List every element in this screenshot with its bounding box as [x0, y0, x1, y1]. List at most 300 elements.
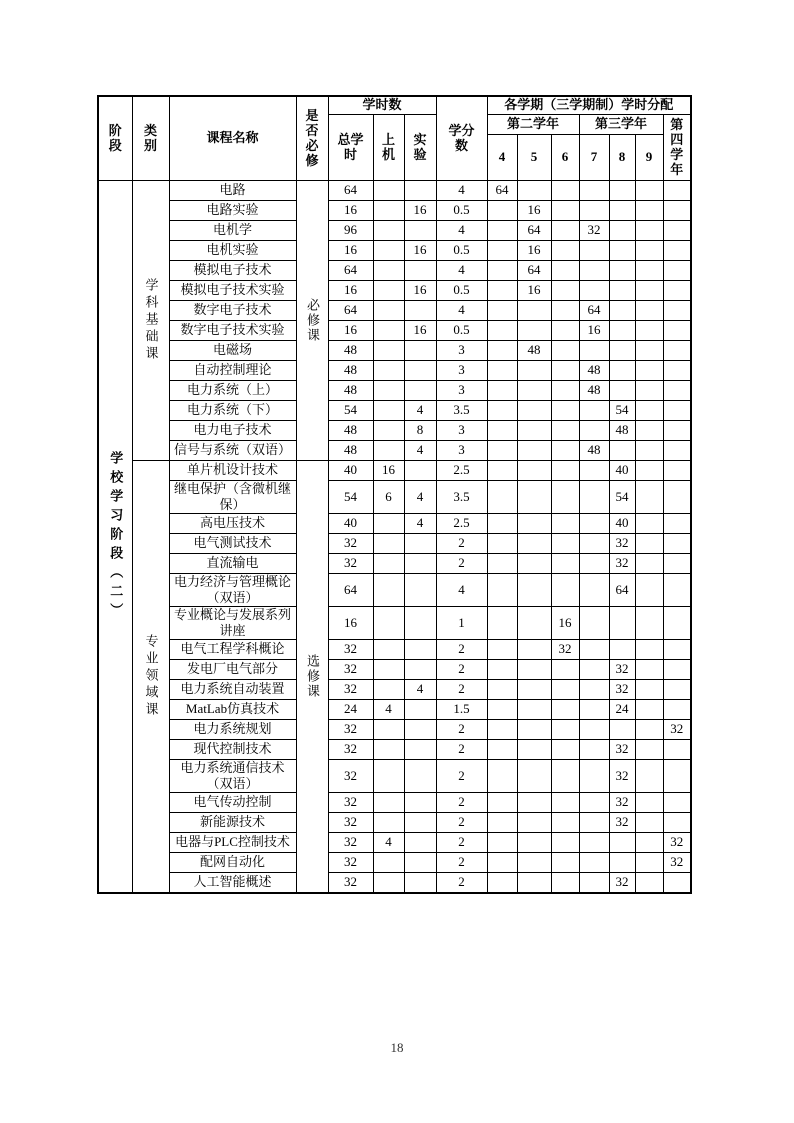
sem-8-cell	[609, 852, 635, 872]
year4-cell	[663, 513, 691, 533]
computer-hours-cell	[373, 320, 404, 340]
sem-7-cell	[579, 480, 609, 513]
lab-hours-cell	[404, 832, 436, 852]
lab-hours-cell: 8	[404, 420, 436, 440]
sem-7-cell: 48	[579, 380, 609, 400]
computer-hours-cell	[373, 220, 404, 240]
header-course-name-label: 课程名称	[206, 130, 259, 146]
sem-9-cell	[635, 759, 663, 792]
sem-6-cell	[551, 460, 579, 480]
computer-hours-cell	[373, 573, 404, 606]
course-row	[98, 360, 691, 380]
sem-5-cell	[517, 380, 551, 400]
total-hours-cell: 48	[328, 380, 373, 400]
sem-7-cell	[579, 852, 609, 872]
lab-hours-cell	[404, 639, 436, 659]
course-row	[98, 380, 691, 400]
course-table-body	[98, 180, 691, 893]
sem-4-cell	[487, 759, 517, 792]
sem-6-cell	[551, 759, 579, 792]
course-name-cell: 电气工程学科概论	[169, 639, 296, 659]
year4-cell	[663, 380, 691, 400]
sem-5-cell	[517, 852, 551, 872]
computer-hours-cell	[373, 200, 404, 220]
course-name-cell: 电机学	[169, 220, 296, 240]
sem-5-cell	[517, 759, 551, 792]
total-hours-cell: 32	[328, 679, 373, 699]
sem-7-cell	[579, 400, 609, 420]
sem-7-cell	[579, 200, 609, 220]
year4-cell	[663, 200, 691, 220]
sem-8-cell: 32	[609, 533, 635, 553]
course-name-cell: MatLab仿真技术	[169, 699, 296, 719]
sem-9-cell	[635, 320, 663, 340]
computer-hours-cell	[373, 553, 404, 573]
sem-9-cell	[635, 460, 663, 480]
sem-8-cell	[609, 380, 635, 400]
sem-5-cell	[517, 639, 551, 659]
credits-cell: 1	[436, 606, 487, 639]
required-cell: 必修课	[296, 180, 328, 460]
header-year4	[663, 114, 691, 180]
lab-hours-cell	[404, 872, 436, 893]
header-sem-9-label: 9	[645, 149, 653, 164]
sem-4-cell	[487, 739, 517, 759]
total-hours-cell: 16	[328, 280, 373, 300]
header-sem-4-label: 4	[498, 149, 506, 164]
total-hours-cell: 32	[328, 832, 373, 852]
header-required-label: 是否必修	[305, 107, 319, 168]
course-row	[98, 260, 691, 280]
sem-6-cell: 32	[551, 639, 579, 659]
credits-cell: 2.5	[436, 460, 487, 480]
lab-hours-cell	[404, 812, 436, 832]
header-credits-label: 学分数	[448, 122, 475, 153]
computer-hours-cell	[373, 360, 404, 380]
total-hours-cell: 32	[328, 759, 373, 792]
lab-hours-cell	[404, 553, 436, 573]
sem-5-cell: 16	[517, 200, 551, 220]
lab-hours-cell	[404, 699, 436, 719]
computer-hours-cell	[373, 380, 404, 400]
sem-7-cell	[579, 699, 609, 719]
sem-8-cell	[609, 832, 635, 852]
header-stage-label: 阶段	[108, 122, 122, 153]
sem-5-cell	[517, 699, 551, 719]
lab-hours-cell	[404, 260, 436, 280]
year4-cell	[663, 400, 691, 420]
course-row	[98, 480, 691, 513]
lab-hours-cell	[404, 220, 436, 240]
sem-7-cell: 32	[579, 220, 609, 240]
lab-hours-cell	[404, 360, 436, 380]
sem-8-cell	[609, 360, 635, 380]
sem-6-cell	[551, 420, 579, 440]
sem-9-cell	[635, 812, 663, 832]
sem-5-cell	[517, 792, 551, 812]
sem-8-cell	[609, 180, 635, 200]
course-row	[98, 659, 691, 679]
total-hours-cell: 32	[328, 659, 373, 679]
sem-8-cell: 32	[609, 792, 635, 812]
sem-5-cell	[517, 533, 551, 553]
sem-8-cell: 54	[609, 400, 635, 420]
sem-6-cell	[551, 872, 579, 893]
sem-6-cell	[551, 792, 579, 812]
course-name-cell: 新能源技术	[169, 812, 296, 832]
credits-cell: 2	[436, 739, 487, 759]
course-row	[98, 699, 691, 719]
sem-5-cell	[517, 832, 551, 852]
year4-cell	[663, 260, 691, 280]
sem-4-cell	[487, 513, 517, 533]
credits-cell: 2	[436, 553, 487, 573]
sem-9-cell	[635, 280, 663, 300]
sem-8-cell	[609, 340, 635, 360]
sem-7-cell	[579, 240, 609, 260]
course-row	[98, 553, 691, 573]
sem-7-cell	[579, 639, 609, 659]
total-hours-cell: 64	[328, 300, 373, 320]
sem-7-cell	[579, 792, 609, 812]
credits-cell: 0.5	[436, 240, 487, 260]
sem-4-cell	[487, 440, 517, 460]
sem-8-cell: 40	[609, 513, 635, 533]
credits-cell: 2	[436, 852, 487, 872]
sem-6-cell	[551, 533, 579, 553]
course-row	[98, 440, 691, 460]
sem-9-cell	[635, 360, 663, 380]
total-hours-cell: 32	[328, 739, 373, 759]
lab-hours-cell	[404, 606, 436, 639]
course-row	[98, 719, 691, 739]
computer-hours-cell	[373, 659, 404, 679]
sem-8-cell	[609, 280, 635, 300]
header-stage	[98, 96, 132, 180]
computer-hours-cell	[373, 639, 404, 659]
sem-6-cell	[551, 812, 579, 832]
header-sem-4	[487, 134, 517, 180]
lab-hours-cell: 16	[404, 280, 436, 300]
sem-8-cell: 32	[609, 812, 635, 832]
sem-8-cell: 64	[609, 573, 635, 606]
year4-cell	[663, 573, 691, 606]
credits-cell: 3	[436, 420, 487, 440]
lab-hours-cell: 16	[404, 320, 436, 340]
computer-hours-cell	[373, 872, 404, 893]
curriculum-table	[97, 95, 692, 894]
sem-8-cell: 48	[609, 420, 635, 440]
year4-cell	[663, 659, 691, 679]
course-row	[98, 300, 691, 320]
sem-5-cell: 64	[517, 220, 551, 240]
sem-9-cell	[635, 480, 663, 513]
total-hours-cell: 24	[328, 699, 373, 719]
lab-hours-cell: 4	[404, 440, 436, 460]
sem-8-cell: 32	[609, 872, 635, 893]
header-sem-7-label: 7	[590, 149, 598, 164]
sem-6-cell	[551, 260, 579, 280]
sem-4-cell	[487, 380, 517, 400]
sem-4-cell	[487, 606, 517, 639]
sem-9-cell	[635, 220, 663, 240]
year4-cell: 32	[663, 832, 691, 852]
sem-6-cell	[551, 300, 579, 320]
sem-6-cell	[551, 659, 579, 679]
credits-cell: 3	[436, 360, 487, 380]
sem-6-cell	[551, 340, 579, 360]
sem-8-cell	[609, 240, 635, 260]
total-hours-cell: 32	[328, 852, 373, 872]
computer-hours-cell: 4	[373, 699, 404, 719]
sem-5-cell	[517, 420, 551, 440]
course-name-cell: 自动控制理论	[169, 360, 296, 380]
credits-cell: 2	[436, 759, 487, 792]
sem-4-cell	[487, 719, 517, 739]
computer-hours-cell	[373, 719, 404, 739]
sem-9-cell	[635, 679, 663, 699]
lab-hours-cell	[404, 792, 436, 812]
total-hours-cell: 32	[328, 719, 373, 739]
computer-hours-cell	[373, 759, 404, 792]
year4-cell	[663, 360, 691, 380]
sem-4-cell	[487, 280, 517, 300]
credits-cell: 2	[436, 812, 487, 832]
sem-6-cell	[551, 699, 579, 719]
total-hours-cell: 16	[328, 606, 373, 639]
computer-hours-cell	[373, 440, 404, 460]
sem-9-cell	[635, 240, 663, 260]
sem-6-cell	[551, 513, 579, 533]
lab-hours-cell	[404, 852, 436, 872]
year4-cell	[663, 180, 691, 200]
credits-cell: 2	[436, 792, 487, 812]
course-name-cell: 人工智能概述	[169, 872, 296, 893]
lab-hours-cell	[404, 380, 436, 400]
sem-4-cell	[487, 659, 517, 679]
year4-cell	[663, 639, 691, 659]
sem-9-cell	[635, 180, 663, 200]
sem-4-cell	[487, 400, 517, 420]
sem-6-cell	[551, 180, 579, 200]
course-name-cell: 电力系统规划	[169, 719, 296, 739]
course-row	[98, 200, 691, 220]
credits-cell: 0.5	[436, 200, 487, 220]
sem-7-cell	[579, 460, 609, 480]
sem-5-cell	[517, 360, 551, 380]
sem-7-cell: 16	[579, 320, 609, 340]
course-row	[98, 573, 691, 606]
sem-8-cell: 54	[609, 480, 635, 513]
year4-cell	[663, 480, 691, 513]
sem-4-cell	[487, 340, 517, 360]
sem-4-cell	[487, 852, 517, 872]
sem-8-cell	[609, 606, 635, 639]
sem-5-cell	[517, 300, 551, 320]
sem-9-cell	[635, 699, 663, 719]
credits-cell: 2	[436, 719, 487, 739]
header-sem-8-label: 8	[618, 149, 626, 164]
header-total-hours	[328, 114, 373, 180]
sem-8-cell	[609, 260, 635, 280]
sem-5-cell	[517, 812, 551, 832]
year4-cell	[663, 759, 691, 792]
course-name-cell: 专业概论与发展系列讲座	[169, 606, 296, 639]
total-hours-cell: 32	[328, 812, 373, 832]
sem-5-cell	[517, 872, 551, 893]
course-row	[98, 832, 691, 852]
sem-8-cell	[609, 320, 635, 340]
credits-cell: 2	[436, 832, 487, 852]
sem-4-cell	[487, 240, 517, 260]
course-row	[98, 400, 691, 420]
sem-9-cell	[635, 513, 663, 533]
credits-cell: 2	[436, 639, 487, 659]
total-hours-cell: 64	[328, 260, 373, 280]
header-year2	[487, 114, 579, 134]
sem-4-cell	[487, 573, 517, 606]
sem-4-cell	[487, 812, 517, 832]
header-required	[296, 96, 328, 180]
sem-9-cell	[635, 380, 663, 400]
course-name-cell: 现代控制技术	[169, 739, 296, 759]
course-row	[98, 606, 691, 639]
sem-6-cell	[551, 852, 579, 872]
computer-hours-cell	[373, 533, 404, 553]
year4-cell	[663, 679, 691, 699]
lab-hours-cell	[404, 533, 436, 553]
course-name-cell: 发电厂电气部分	[169, 659, 296, 679]
course-row	[98, 679, 691, 699]
total-hours-cell: 16	[328, 200, 373, 220]
total-hours-cell: 48	[328, 420, 373, 440]
computer-hours-cell: 16	[373, 460, 404, 480]
course-row	[98, 513, 691, 533]
computer-hours-cell: 6	[373, 480, 404, 513]
lab-hours-cell	[404, 659, 436, 679]
year4-cell	[663, 792, 691, 812]
sem-4-cell	[487, 679, 517, 699]
credits-cell: 2.5	[436, 513, 487, 533]
course-name-cell: 电路	[169, 180, 296, 200]
stage-cell: 学校学习阶段（二）	[98, 180, 132, 893]
year4-cell	[663, 699, 691, 719]
total-hours-cell: 32	[328, 533, 373, 553]
year4-cell: 32	[663, 719, 691, 739]
sem-7-cell	[579, 739, 609, 759]
computer-hours-cell	[373, 240, 404, 260]
sem-8-cell: 32	[609, 553, 635, 573]
header-sem-5	[517, 134, 551, 180]
total-hours-cell: 32	[328, 792, 373, 812]
sem-4-cell	[487, 553, 517, 573]
sem-8-cell: 32	[609, 759, 635, 792]
header-course-name	[169, 96, 296, 180]
computer-hours-cell	[373, 180, 404, 200]
sem-4-cell	[487, 699, 517, 719]
sem-5-cell	[517, 320, 551, 340]
credits-cell: 3	[436, 440, 487, 460]
sem-5-cell	[517, 739, 551, 759]
sem-6-cell	[551, 220, 579, 240]
sem-9-cell	[635, 606, 663, 639]
sem-9-cell	[635, 852, 663, 872]
table-header	[98, 96, 691, 180]
header-sem-6-label: 6	[561, 149, 569, 164]
total-hours-cell: 32	[328, 872, 373, 893]
lab-hours-cell	[404, 573, 436, 606]
course-row	[98, 180, 691, 200]
course-row	[98, 240, 691, 260]
header-allocation-group-label: 各学期（三学期制）学时分配	[504, 97, 674, 113]
total-hours-cell: 64	[328, 180, 373, 200]
header-year3-label: 第三学年	[595, 116, 648, 131]
lab-hours-cell: 4	[404, 480, 436, 513]
sem-4-cell	[487, 460, 517, 480]
header-hours-group-label: 学时数	[362, 97, 402, 113]
sem-6-cell: 16	[551, 606, 579, 639]
sem-9-cell	[635, 533, 663, 553]
sem-7-cell	[579, 280, 609, 300]
sem-9-cell	[635, 573, 663, 606]
page-number: 18	[390, 1040, 404, 1055]
course-name-cell: 电力系统（下）	[169, 400, 296, 420]
course-name-cell: 电力系统（上）	[169, 380, 296, 400]
year4-cell	[663, 460, 691, 480]
credits-cell: 3.5	[436, 400, 487, 420]
sem-6-cell	[551, 679, 579, 699]
sem-9-cell	[635, 440, 663, 460]
sem-8-cell	[609, 300, 635, 320]
year4-cell	[663, 606, 691, 639]
course-row	[98, 872, 691, 893]
sem-7-cell	[579, 573, 609, 606]
computer-hours-cell	[373, 280, 404, 300]
course-name-cell: 继电保护（含微机继保）	[169, 480, 296, 513]
sem-8-cell: 40	[609, 460, 635, 480]
header-sem-6	[551, 134, 579, 180]
credits-cell: 4	[436, 180, 487, 200]
course-name-cell: 高电压技术	[169, 513, 296, 533]
year4-cell	[663, 280, 691, 300]
category-cell: 学科基础课	[132, 180, 169, 460]
sem-9-cell	[635, 400, 663, 420]
sem-9-cell	[635, 832, 663, 852]
sem-4-cell	[487, 480, 517, 513]
computer-hours-cell: 4	[373, 832, 404, 852]
total-hours-cell: 40	[328, 460, 373, 480]
credits-cell: 2	[436, 533, 487, 553]
credits-cell: 2	[436, 659, 487, 679]
sem-9-cell	[635, 739, 663, 759]
total-hours-cell: 40	[328, 513, 373, 533]
header-year2-label: 第二学年	[507, 116, 560, 131]
sem-7-cell	[579, 260, 609, 280]
sem-4-cell	[487, 200, 517, 220]
sem-5-cell: 16	[517, 240, 551, 260]
sem-8-cell: 32	[609, 739, 635, 759]
sem-9-cell	[635, 792, 663, 812]
course-name-cell: 电气测试技术	[169, 533, 296, 553]
year4-cell	[663, 340, 691, 360]
sem-6-cell	[551, 440, 579, 460]
header-category	[132, 96, 169, 180]
sem-7-cell	[579, 553, 609, 573]
computer-hours-cell	[373, 513, 404, 533]
year4-cell	[663, 533, 691, 553]
year4-cell	[663, 812, 691, 832]
course-name-cell: 电力经济与管理概论（双语）	[169, 573, 296, 606]
